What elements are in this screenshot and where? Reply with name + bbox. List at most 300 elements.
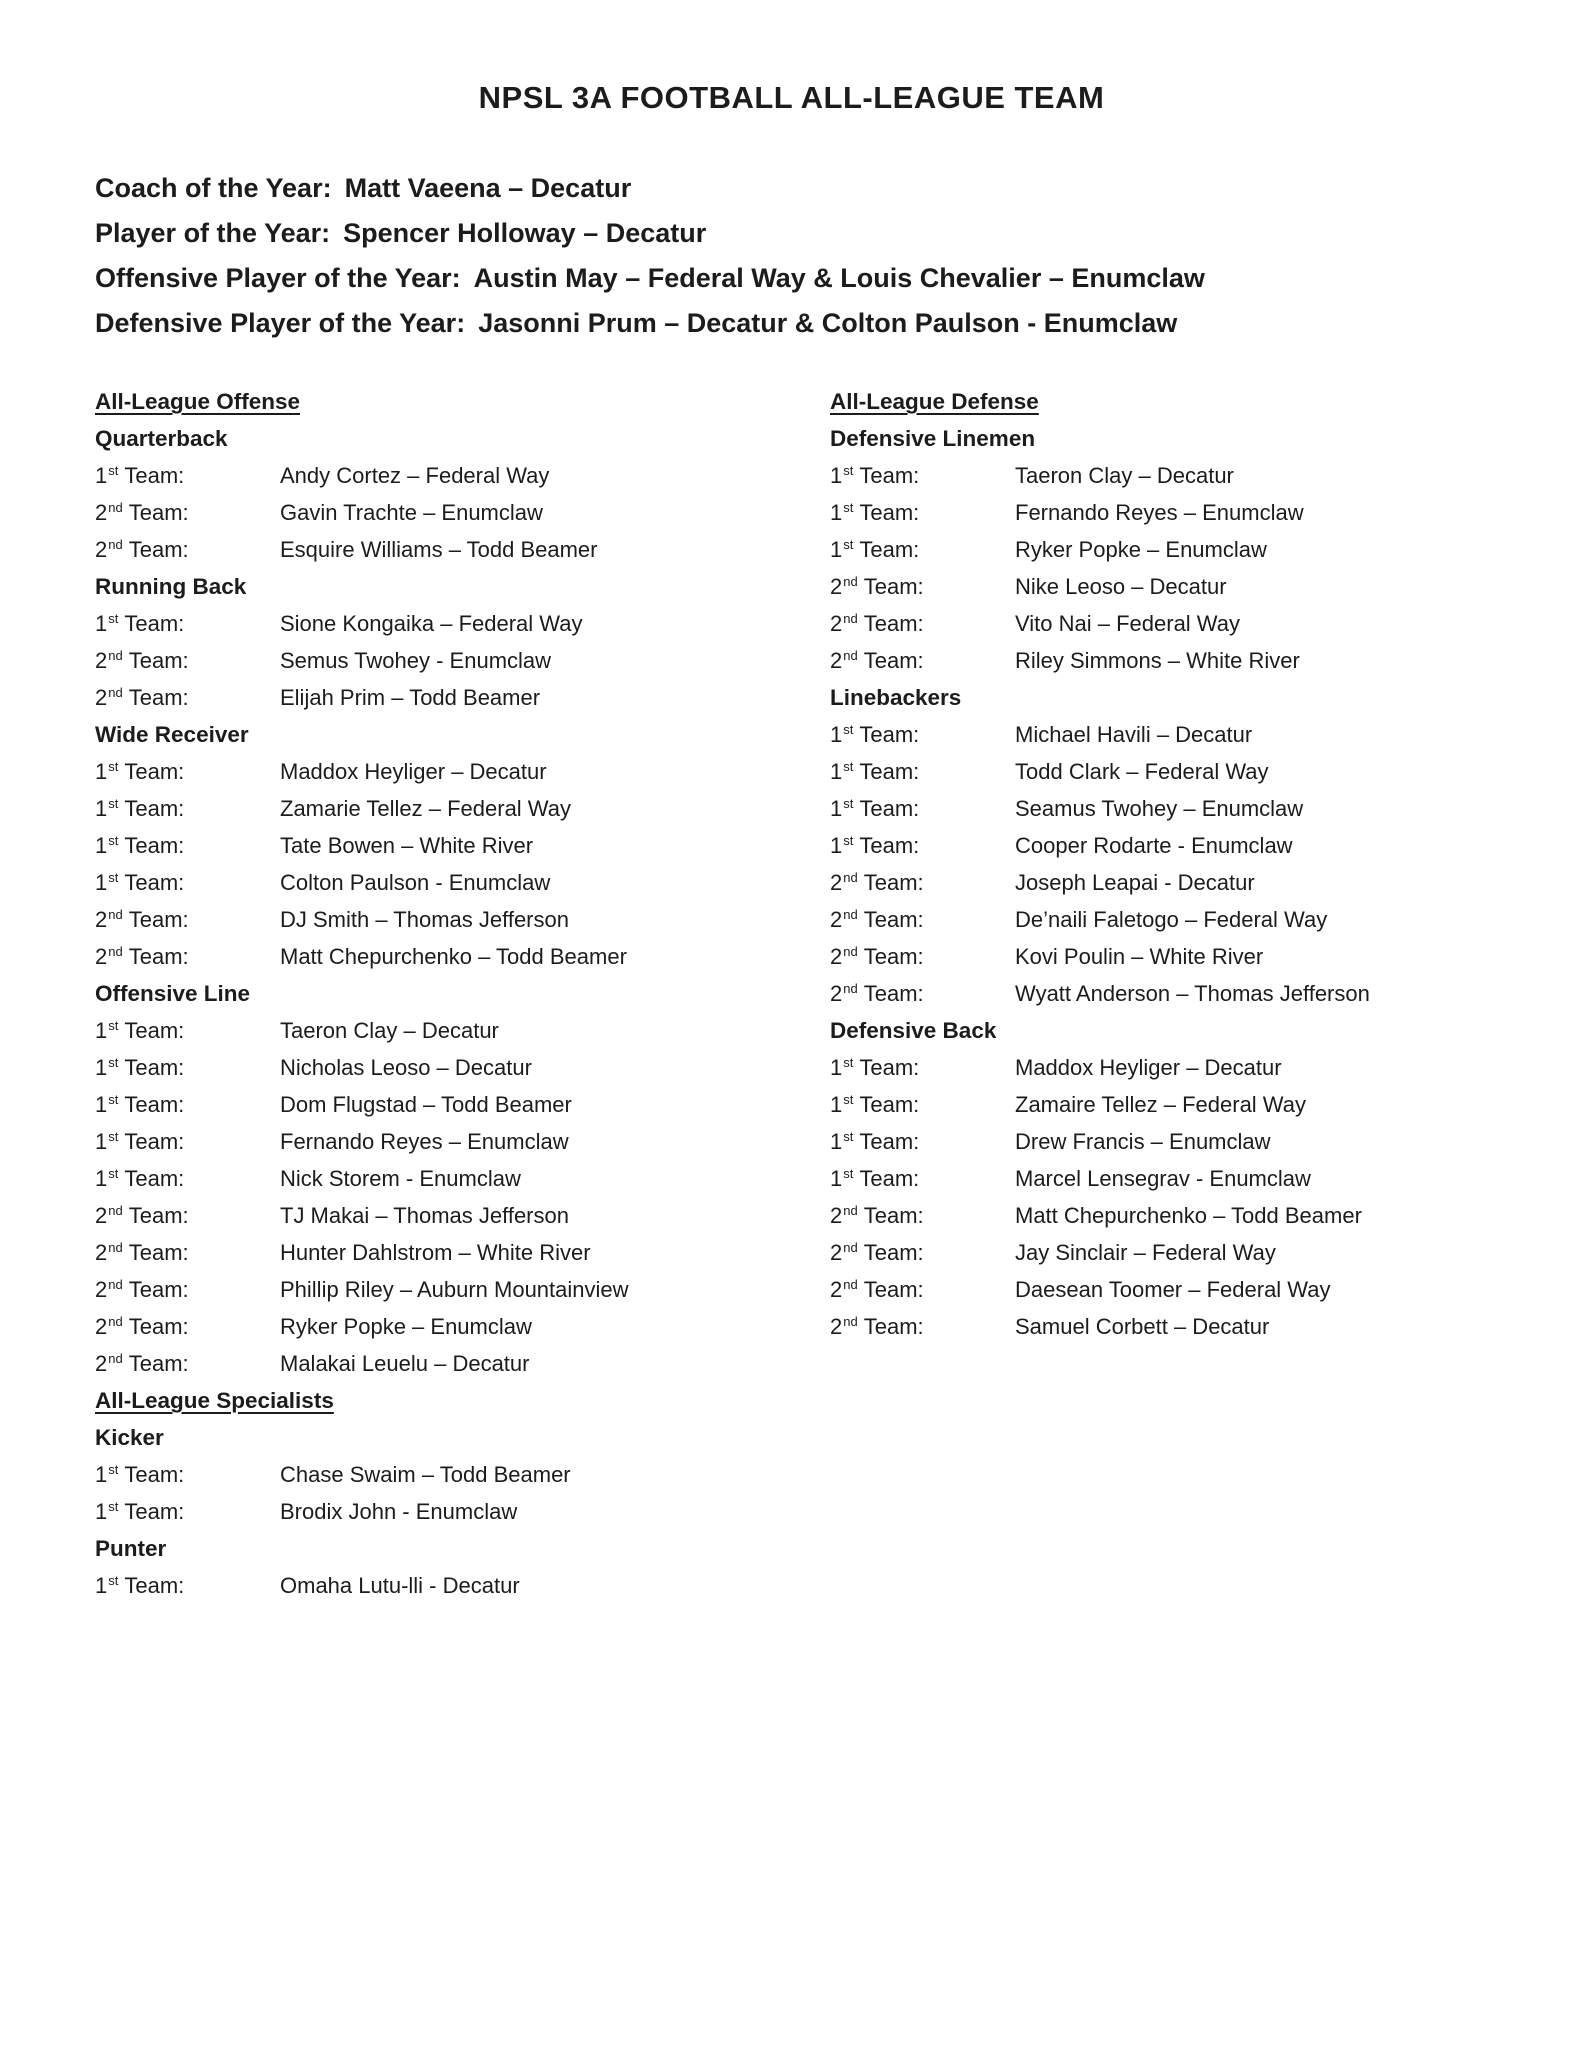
position-heading: Punter — [95, 1535, 167, 1561]
rank-number: 2 — [95, 1202, 108, 1228]
position-heading: Defensive Back — [830, 1017, 997, 1043]
position-heading: Quarterback — [95, 425, 228, 451]
player-name: Fernando Reyes – Enumclaw — [280, 1128, 569, 1154]
award-label: Offensive Player of the Year: — [95, 263, 461, 293]
team-word: Team: — [124, 1498, 185, 1524]
rank-ordinal: nd — [108, 943, 123, 959]
rank-ordinal: nd — [108, 1276, 123, 1292]
rank-ordinal: st — [108, 1128, 119, 1144]
rank-label — [830, 611, 1015, 637]
rank-number: 1 — [95, 462, 108, 488]
rank-ordinal: nd — [843, 1202, 858, 1218]
team-entry-row — [95, 938, 830, 975]
rank-ordinal: st — [108, 610, 119, 626]
rank-label — [95, 796, 280, 822]
team-word: Team: — [128, 499, 189, 525]
rank-ordinal: st — [108, 1572, 119, 1588]
team-entry-row — [95, 1493, 830, 1530]
column-offense — [95, 383, 830, 1604]
rank-label — [830, 981, 1015, 1007]
rank-ordinal: nd — [108, 1202, 123, 1218]
rank-ordinal: st — [843, 758, 854, 774]
rank-number: 1 — [830, 832, 843, 858]
team-word: Team: — [128, 1276, 189, 1302]
team-entry-row — [830, 642, 1583, 679]
player-name: Tate Bowen – White River — [280, 832, 534, 858]
team-entry-row — [95, 642, 830, 679]
team-word: Team: — [124, 1017, 185, 1043]
player-name: Colton Paulson - Enumclaw — [280, 869, 551, 895]
rank-number: 1 — [95, 795, 108, 821]
position-heading: Defensive Linemen — [830, 425, 1036, 451]
player-name: Ryker Popke – Enumclaw — [280, 1313, 532, 1339]
team-word: Team: — [124, 832, 185, 858]
team-word: Team: — [863, 1276, 924, 1302]
team-word: Team: — [128, 1313, 189, 1339]
team-entry-row — [95, 1086, 830, 1123]
rank-number: 1 — [95, 1017, 108, 1043]
team-entry-row — [95, 827, 830, 864]
team-entry-row — [95, 864, 830, 901]
rank-number: 1 — [95, 1461, 108, 1487]
player-name: Jay Sinclair – Federal Way — [1015, 1239, 1276, 1265]
rank-ordinal: nd — [843, 573, 858, 589]
rank-number: 2 — [95, 536, 108, 562]
rank-number: 2 — [830, 573, 843, 599]
team-word: Team: — [124, 795, 185, 821]
team-entry-row — [830, 790, 1583, 827]
rank-number: 1 — [95, 1498, 108, 1524]
team-word: Team: — [124, 1572, 185, 1598]
rank-ordinal: st — [843, 1091, 854, 1107]
rank-label — [95, 1462, 280, 1488]
rank-number: 1 — [95, 610, 108, 636]
player-name: Ryker Popke – Enumclaw — [1015, 536, 1267, 562]
rank-ordinal: nd — [843, 1276, 858, 1292]
columns — [95, 383, 1583, 2048]
player-name: Michael Havili – Decatur — [1015, 721, 1253, 747]
team-word: Team: — [863, 647, 924, 673]
rank-label — [830, 1203, 1015, 1229]
rank-ordinal: st — [108, 1498, 119, 1514]
team-word: Team: — [859, 758, 920, 784]
team-word: Team: — [863, 1202, 924, 1228]
rank-label — [830, 537, 1015, 563]
rank-label — [95, 759, 280, 785]
rank-number: 2 — [95, 499, 108, 525]
rank-ordinal: nd — [843, 869, 858, 885]
player-name: Riley Simmons – White River — [1015, 647, 1300, 673]
team-word: Team: — [128, 536, 189, 562]
rank-label — [95, 944, 280, 970]
player-name: Matt Chepurchenko – Todd Beamer — [1015, 1202, 1362, 1228]
player-name: Malakai Leuelu – Decatur — [280, 1350, 530, 1376]
rank-label — [95, 648, 280, 674]
rank-number: 1 — [95, 869, 108, 895]
team-word: Team: — [859, 1128, 920, 1154]
player-name: TJ Makai – Thomas Jefferson — [280, 1202, 569, 1228]
player-name: Zamaire Tellez – Federal Way — [1015, 1091, 1306, 1117]
rank-ordinal: nd — [843, 647, 858, 663]
team-entry-row — [830, 753, 1583, 790]
team-word: Team: — [128, 906, 189, 932]
rank-label — [830, 1240, 1015, 1266]
team-entry-row — [830, 1308, 1583, 1345]
award-line — [95, 166, 1205, 211]
player-name: Cooper Rodarte - Enumclaw — [1015, 832, 1293, 858]
rank-label — [830, 1166, 1015, 1192]
team-entry-row — [95, 1123, 830, 1160]
rank-label — [95, 1277, 280, 1303]
rank-number: 1 — [830, 795, 843, 821]
position-heading: Kicker — [95, 1424, 164, 1450]
team-word: Team: — [128, 1202, 189, 1228]
rank-ordinal: st — [108, 1165, 119, 1181]
team-word: Team: — [859, 721, 920, 747]
team-entry-row — [95, 790, 830, 827]
rank-ordinal: nd — [108, 647, 123, 663]
player-name: Taeron Clay – Decatur — [1015, 462, 1234, 488]
team-entry-row — [830, 1049, 1583, 1086]
rank-number: 1 — [830, 721, 843, 747]
player-name: Daesean Toomer – Federal Way — [1015, 1276, 1331, 1302]
player-name: Wyatt Anderson – Thomas Jefferson — [1015, 980, 1370, 1006]
team-word: Team: — [124, 610, 185, 636]
rank-ordinal: nd — [108, 684, 123, 700]
team-entry-row — [95, 605, 830, 642]
player-name: Omaha Lutu-lli - Decatur — [280, 1572, 520, 1598]
rank-label — [830, 870, 1015, 896]
rank-number: 2 — [95, 1276, 108, 1302]
rank-ordinal: st — [108, 1461, 119, 1477]
rank-ordinal: st — [843, 1054, 854, 1070]
rank-label — [95, 463, 280, 489]
team-entry-row — [95, 1456, 830, 1493]
rank-label — [95, 1240, 280, 1266]
team-word: Team: — [863, 869, 924, 895]
rank-label — [830, 648, 1015, 674]
rank-ordinal: st — [108, 758, 119, 774]
rank-ordinal: st — [843, 1128, 854, 1144]
player-name: Seamus Twohey – Enumclaw — [1015, 795, 1304, 821]
team-word: Team: — [124, 758, 185, 784]
player-name: Andy Cortez – Federal Way — [280, 462, 550, 488]
award-line — [95, 211, 1205, 256]
rank-number: 1 — [830, 462, 843, 488]
team-word: Team: — [859, 462, 920, 488]
rank-label — [95, 685, 280, 711]
player-name: Marcel Lensegrav - Enumclaw — [1015, 1165, 1311, 1191]
team-entry-row — [830, 975, 1583, 1012]
rank-number: 1 — [95, 1165, 108, 1191]
team-word: Team: — [124, 462, 185, 488]
rank-ordinal: st — [843, 499, 854, 515]
player-name: Esquire Williams – Todd Beamer — [280, 536, 598, 562]
player-name: Maddox Heyliger – Decatur — [1015, 1054, 1282, 1080]
rank-ordinal: st — [843, 832, 854, 848]
award-label: Coach of the Year: — [95, 173, 332, 203]
rank-ordinal: st — [108, 1054, 119, 1070]
award-label: Defensive Player of the Year: — [95, 308, 466, 338]
rank-number: 2 — [95, 1350, 108, 1376]
team-word: Team: — [859, 1091, 920, 1117]
award-line — [95, 256, 1205, 301]
team-word: Team: — [863, 906, 924, 932]
team-entry-row — [95, 753, 830, 790]
rank-number: 2 — [95, 943, 108, 969]
rank-label — [95, 1092, 280, 1118]
rank-label — [95, 870, 280, 896]
team-entry-row — [830, 827, 1583, 864]
team-entry-row — [95, 494, 830, 531]
team-word: Team: — [124, 1165, 185, 1191]
team-word: Team: — [859, 832, 920, 858]
rank-ordinal: st — [843, 1165, 854, 1181]
player-name: Taeron Clay – Decatur — [280, 1017, 499, 1043]
position-heading: Wide Receiver — [95, 721, 249, 747]
team-entry-row — [95, 1160, 830, 1197]
player-name: De’naili Faletogo – Federal Way — [1015, 906, 1328, 932]
rank-number: 1 — [95, 1572, 108, 1598]
team-entry-row — [830, 494, 1583, 531]
player-name: Elijah Prim – Todd Beamer — [280, 684, 541, 710]
rank-number: 1 — [830, 1091, 843, 1117]
rank-ordinal: st — [108, 795, 119, 811]
rank-number: 2 — [830, 1276, 843, 1302]
team-word: Team: — [128, 647, 189, 673]
team-entry-row — [95, 1271, 830, 1308]
team-entry-row — [830, 457, 1583, 494]
rank-number: 1 — [95, 758, 108, 784]
rank-number: 2 — [830, 869, 843, 895]
player-name: Nicholas Leoso – Decatur — [280, 1054, 532, 1080]
team-word: Team: — [863, 1313, 924, 1339]
rank-number: 1 — [830, 758, 843, 784]
award-value: Jasonni Prum – Decatur & Colton Paulson - Enumclaw — [478, 308, 1178, 338]
rank-ordinal: nd — [843, 906, 858, 922]
team-entry-row — [95, 457, 830, 494]
team-entry-row — [830, 568, 1583, 605]
award-line — [95, 301, 1205, 346]
awards-list — [95, 166, 1205, 346]
team-entry-row — [830, 1197, 1583, 1234]
rank-number: 2 — [830, 610, 843, 636]
rank-label — [95, 1203, 280, 1229]
team-entry-row — [95, 1049, 830, 1086]
rank-label — [830, 796, 1015, 822]
rank-ordinal: st — [843, 462, 854, 478]
rank-label — [95, 1018, 280, 1044]
rank-label — [95, 1314, 280, 1340]
rank-number: 1 — [95, 1128, 108, 1154]
team-word: Team: — [859, 1165, 920, 1191]
player-name: Chase Swaim – Todd Beamer — [280, 1461, 571, 1487]
team-entry-row — [95, 1234, 830, 1271]
rank-label — [830, 1314, 1015, 1340]
rank-number: 2 — [830, 906, 843, 932]
rank-label — [95, 907, 280, 933]
player-name: Sione Kongaika – Federal Way — [280, 610, 583, 636]
team-entry-row — [830, 1086, 1583, 1123]
rank-ordinal: st — [843, 795, 854, 811]
rank-label — [830, 1277, 1015, 1303]
player-name: Samuel Corbett – Decatur — [1015, 1313, 1270, 1339]
team-word: Team: — [863, 610, 924, 636]
team-word: Team: — [128, 684, 189, 710]
team-entry-row — [95, 1567, 830, 1604]
team-word: Team: — [859, 795, 920, 821]
rank-label — [830, 759, 1015, 785]
rank-ordinal: st — [843, 721, 854, 737]
rank-ordinal: st — [108, 462, 119, 478]
rank-ordinal: st — [108, 832, 119, 848]
team-word: Team: — [124, 1091, 185, 1117]
rank-label — [830, 833, 1015, 859]
award-value: Austin May – Federal Way & Louis Chevalier – Enumclaw — [473, 263, 1205, 293]
team-entry-row — [830, 1234, 1583, 1271]
player-name: Zamarie Tellez – Federal Way — [280, 795, 571, 821]
rank-number: 1 — [95, 1054, 108, 1080]
team-entry-row — [95, 1197, 830, 1234]
rank-label — [95, 611, 280, 637]
player-name: Kovi Poulin – White River — [1015, 943, 1264, 969]
player-name: Gavin Trachte – Enumclaw — [280, 499, 543, 525]
team-word: Team: — [863, 943, 924, 969]
position-heading: Running Back — [95, 573, 247, 599]
position-heading: Offensive Line — [95, 980, 251, 1006]
rank-label — [95, 1499, 280, 1525]
section-heading: All-League Specialists — [95, 1388, 334, 1413]
team-entry-row — [830, 605, 1583, 642]
rank-label — [830, 1129, 1015, 1155]
award-label: Player of the Year: — [95, 218, 331, 248]
team-word: Team: — [128, 1350, 189, 1376]
player-name: Fernando Reyes – Enumclaw — [1015, 499, 1304, 525]
rank-ordinal: nd — [108, 1313, 123, 1329]
rank-number: 1 — [95, 832, 108, 858]
rank-label — [95, 537, 280, 563]
team-entry-row — [95, 531, 830, 568]
rank-label — [95, 1055, 280, 1081]
rank-label — [95, 1166, 280, 1192]
team-word: Team: — [863, 980, 924, 1006]
rank-ordinal: nd — [843, 980, 858, 996]
rank-number: 2 — [830, 1202, 843, 1228]
rank-number: 2 — [95, 906, 108, 932]
rank-ordinal: nd — [108, 906, 123, 922]
rank-ordinal: st — [108, 1091, 119, 1107]
rank-label — [830, 907, 1015, 933]
player-name: Phillip Riley – Auburn Mountainview — [280, 1276, 629, 1302]
team-entry-row — [830, 1271, 1583, 1308]
rank-label — [830, 463, 1015, 489]
player-name: Matt Chepurchenko – Todd Beamer — [280, 943, 627, 969]
section-heading: All-League Defense — [830, 389, 1039, 414]
team-word: Team: — [859, 499, 920, 525]
rank-label — [830, 722, 1015, 748]
player-name: Joseph Leapai - Decatur — [1015, 869, 1255, 895]
rank-label — [830, 944, 1015, 970]
team-entry-row — [830, 1160, 1583, 1197]
rank-ordinal: nd — [843, 1239, 858, 1255]
team-entry-row — [95, 1308, 830, 1345]
team-entry-row — [830, 716, 1583, 753]
team-entry-row — [95, 901, 830, 938]
rank-ordinal: nd — [108, 1350, 123, 1366]
player-name: Hunter Dahlstrom – White River — [280, 1239, 591, 1265]
rank-number: 2 — [95, 647, 108, 673]
team-entry-row — [830, 901, 1583, 938]
rank-number: 1 — [830, 536, 843, 562]
rank-ordinal: nd — [843, 610, 858, 626]
team-entry-row — [95, 1012, 830, 1049]
player-name: Nick Storem - Enumclaw — [280, 1165, 521, 1191]
rank-number: 2 — [95, 684, 108, 710]
rank-label — [830, 1092, 1015, 1118]
rank-number: 1 — [830, 1165, 843, 1191]
player-name: DJ Smith – Thomas Jefferson — [280, 906, 569, 932]
rank-number: 2 — [830, 980, 843, 1006]
rank-ordinal: nd — [108, 1239, 123, 1255]
rank-number: 2 — [95, 1313, 108, 1339]
section-heading: All-League Offense — [95, 389, 301, 414]
team-entry-row — [830, 531, 1583, 568]
player-name: Vito Nai – Federal Way — [1015, 610, 1240, 636]
rank-number: 1 — [95, 1091, 108, 1117]
rank-label — [95, 500, 280, 526]
team-entry-row — [830, 864, 1583, 901]
rank-number: 1 — [830, 499, 843, 525]
rank-ordinal: st — [108, 869, 119, 885]
rank-label — [830, 500, 1015, 526]
team-word: Team: — [124, 1128, 185, 1154]
team-word: Team: — [124, 1054, 185, 1080]
rank-label — [95, 833, 280, 859]
rank-label — [830, 1055, 1015, 1081]
rank-label — [95, 1573, 280, 1599]
rank-label — [830, 574, 1015, 600]
player-name: Nike Leoso – Decatur — [1015, 573, 1227, 599]
team-word: Team: — [124, 1461, 185, 1487]
page-title: NPSL 3A FOOTBALL ALL-LEAGUE TEAM — [478, 80, 1105, 115]
rank-ordinal: st — [108, 1017, 119, 1033]
rank-number: 2 — [830, 1239, 843, 1265]
team-word: Team: — [859, 1054, 920, 1080]
rank-label — [95, 1129, 280, 1155]
team-entry-row — [830, 938, 1583, 975]
rank-number: 1 — [830, 1128, 843, 1154]
column-defense — [830, 383, 1583, 1345]
rank-number: 2 — [830, 943, 843, 969]
team-word: Team: — [128, 1239, 189, 1265]
team-word: Team: — [859, 536, 920, 562]
player-name: Todd Clark – Federal Way — [1015, 758, 1269, 784]
team-entry-row — [95, 1345, 830, 1382]
player-name: Brodix John - Enumclaw — [280, 1498, 518, 1524]
award-value: Spencer Holloway – Decatur — [343, 218, 707, 248]
rank-ordinal: nd — [108, 536, 123, 552]
rank-number: 2 — [830, 647, 843, 673]
team-entry-row — [95, 679, 830, 716]
award-value: Matt Vaeena – Decatur — [344, 173, 632, 203]
player-name: Drew Francis – Enumclaw — [1015, 1128, 1271, 1154]
player-name: Semus Twohey - Enumclaw — [280, 647, 552, 673]
team-word: Team: — [128, 943, 189, 969]
rank-ordinal: nd — [843, 943, 858, 959]
rank-number: 2 — [830, 1313, 843, 1339]
player-name: Dom Flugstad – Todd Beamer — [280, 1091, 572, 1117]
rank-label — [95, 1351, 280, 1377]
